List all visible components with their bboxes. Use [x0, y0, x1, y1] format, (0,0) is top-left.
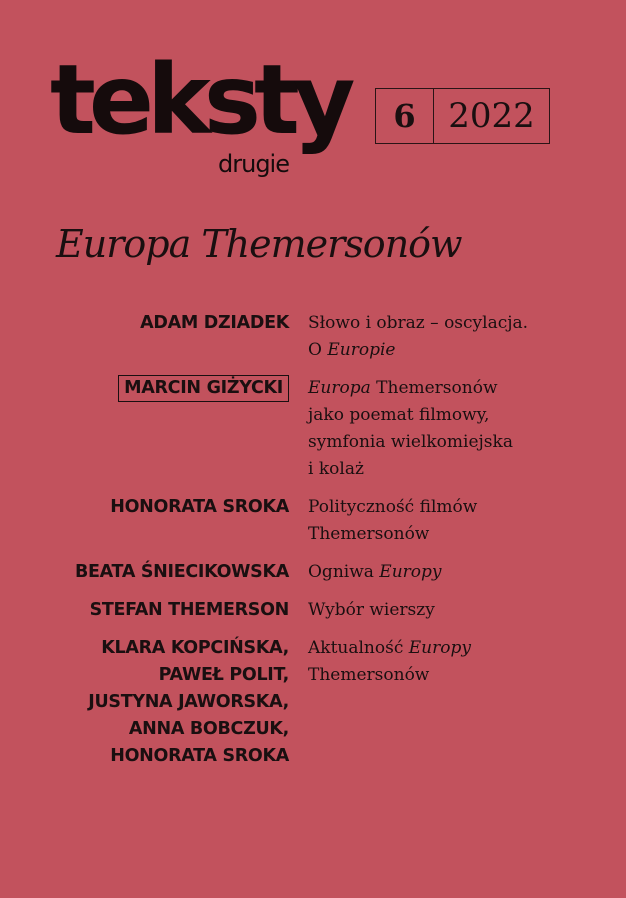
- toc-author: HONORATA SROKA: [110, 746, 289, 766]
- toc-author: STEFAN THEMERSON: [89, 600, 289, 620]
- toc-work: [308, 310, 588, 364]
- toc-entry: [0, 597, 626, 624]
- toc-work-line: Themersonów: [308, 524, 430, 544]
- toc-work: [308, 494, 588, 548]
- issue-box: [375, 88, 550, 144]
- toc-entry: [0, 494, 626, 548]
- toc-author-highlighted: MARCIN GIŻYCKI: [118, 375, 289, 402]
- toc-author: JUSTYNA JAWORSKA,: [88, 692, 289, 712]
- toc-author: HONORATA SROKA: [110, 497, 289, 517]
- toc-work-italic: Europie: [327, 340, 396, 360]
- toc-author: ADAM DZIADEK: [140, 313, 289, 333]
- toc-work-italic: Europy: [379, 562, 442, 582]
- toc-work-line: Ogniwa Europy: [308, 562, 442, 582]
- toc-work-line: Wybór wierszy: [308, 600, 435, 620]
- toc-work: [308, 559, 588, 586]
- toc-work: [308, 597, 588, 624]
- toc-work-italic: Europy: [408, 638, 471, 658]
- journal-logo: teksty: [50, 44, 349, 156]
- issue-year: 2022: [448, 96, 535, 136]
- toc-author: BEATA ŚNIECIKOWSKA: [74, 562, 289, 582]
- toc-work-line: symfonia wielkomiejska: [308, 432, 513, 452]
- toc-author: [0, 375, 289, 483]
- toc-entry: [0, 375, 626, 483]
- toc-work: [308, 375, 588, 483]
- toc-entry: [0, 559, 626, 586]
- toc-work-line: Themersonów: [308, 665, 430, 685]
- toc-entry: [0, 635, 626, 770]
- toc-work-line: Słowo i obraz – oscylacja.: [308, 313, 529, 333]
- toc-work-line: jako poemat filmowy,: [308, 405, 490, 425]
- table-of-contents: [0, 310, 626, 781]
- toc-entry: [0, 310, 626, 364]
- toc-author-group: [0, 635, 289, 770]
- toc-work-line: i kolaż: [308, 459, 364, 479]
- toc-work-line: Aktualność Europy: [308, 638, 471, 658]
- toc-work: [308, 635, 588, 770]
- issue-title: Europa Themersonów: [56, 222, 462, 266]
- toc-author: ANNA BOBCZUK,: [128, 719, 289, 739]
- toc-author: PAWEŁ POLIT,: [158, 665, 289, 685]
- toc-work-line: O Europie: [308, 340, 396, 360]
- toc-work-line: Europa Themersonów: [308, 378, 498, 398]
- toc-work-line: Polityczność filmów: [308, 497, 478, 517]
- toc-author: KLARA KOPCIŃSKA,: [101, 638, 289, 658]
- issue-number: 6: [376, 89, 434, 143]
- toc-work-italic: Europa: [308, 378, 371, 398]
- journal-logo-subtitle: drugie: [218, 150, 289, 178]
